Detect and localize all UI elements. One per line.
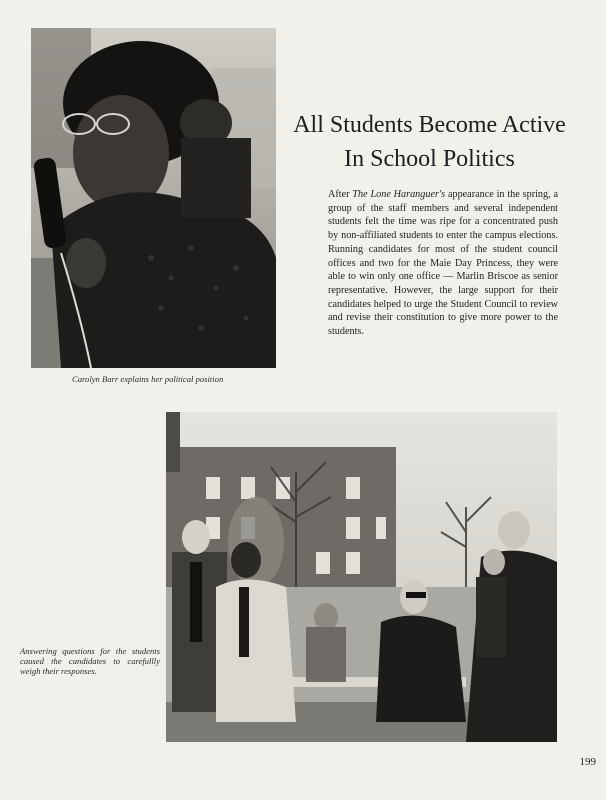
candidates-photo — [166, 412, 557, 742]
publication-name: The Lone Haranguer's — [352, 189, 446, 200]
article-body — [328, 188, 558, 339]
candidates-photo-caption: Answering questions for the students caused the candidates to carefullly weigh their responses. — [20, 646, 160, 676]
candidates-photo-image — [166, 412, 557, 742]
headline-line-2: In School Politics — [344, 146, 515, 172]
speaker-photo-caption: Carolyn Barr explains her political position — [72, 374, 224, 384]
speaker-photo-image — [31, 28, 276, 368]
article-body-text: appearance in the spring, a group of the staff members and several independent students felt the time was ripe for a concentrated push by non-affiliated students to enter the campus elections. Running candidates for most of the student council offices and two for the Maie Day Princess, they were able to win only one office — Marlin Briscoe as senior representative. However, the large support for their candidates helped to urge the Student Council to review and revise their constitution to give more power to the students. — [328, 189, 559, 338]
page-number: 199 — [579, 756, 596, 768]
article-lead: After — [328, 189, 353, 200]
headline-line-1: All Students Become Active — [293, 112, 566, 138]
article-headline — [282, 108, 577, 176]
speaker-photo — [31, 28, 276, 368]
